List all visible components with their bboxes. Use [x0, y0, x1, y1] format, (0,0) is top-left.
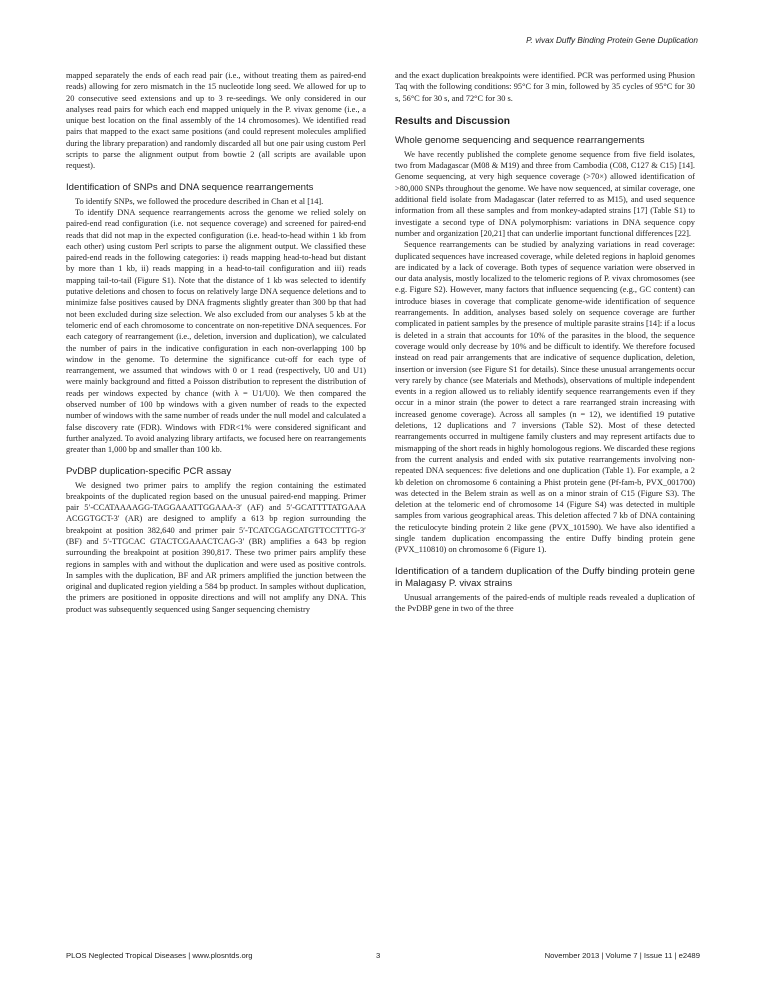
subsection-heading-wgs: Whole genome sequencing and sequence rearrangements: [395, 134, 645, 146]
paragraph: Unusual arrangements of the paired-ends of multiple reads revealed a duplication of the PvDBP gene in two of the three: [395, 592, 695, 613]
issue-info: November 2013 | Volume 7 | Issue 11 | e2489: [544, 951, 700, 960]
paragraph: We have recently published the complete genome sequence from five field isolates, two from Madagascar (M08 & M19) and three from Cambodia (C08, C127 & C15) [14]. Genome sequencing, at very high sequence coverage (>70×) allowed identification of >80,000 SNPs throughout the genome. We have now sequenced, at similar coverage, one additional field isolate from Madagascar (later referred to as M15), and used sequence information from all these samples and from monkey-adapted strains [17] (Table S1) to investigate a second type of DNA polymorphism: variations in DNA sequence copy number and organization [20,21] that can underlie important functional differences [22].: [395, 149, 695, 238]
left-column: [66, 70, 366, 615]
subsection-heading-duplication: Identification of a tandem duplication of the Duffy binding protein gene in Malagasy P. vivax strains: [395, 565, 695, 589]
section-heading-pcr: PvDBP duplication-specific PCR assay: [66, 465, 232, 477]
paragraph: To identify DNA sequence rearrangements across the genome we relied solely on paired-end read configuration (i.e. not sequence coverage) and screened for paired-end reads that did not map in the expected configuration (i.e. head-to-head within 1 kb from each other) using custom Perl scripts to parse the alignment output. We classified these paired-end reads in the following categories: i) reads mapping head-to-head but distant by more than 1 kb, ii) reads mapping in a head-to-tail configuration and iii) reads mapping tail-to-tail (Figure S1). Note that the distance of 1 kb was selected to identify putative deletions and chosen to focus on relatively large DNA sequence deletions and to minimize false positives caused by DNA fragments slightly greater than 300 bp that had not been excluded during size selection. We also excluded from our analyses 5 kb at the telomeric end of each chromosome to concentrate on non-repetitive DNA sequences. For each category of rearrangement (i.e., deletion, inversion and duplication), we calculated the number of pairs in the indicative configuration in each non-overlapping 100 bp window in the genome. To determine the significance cut-off for each type of rearrangement, we assumed that windows with 0 or 1 read (respectively, U0 and U1) were mainly background and fitted a Poisson distribution to represent the distribution of reads per windows expected by chance (with λ = U1/U0). We then compared the observed number of 100 bp windows with a given number of reads to the expected number of windows with the same number of reads under the null model and calculated a false discovery rate (FDR). Windows with FDR<1% were considered significant and further analyzed. To avoid analyzing library artifacts, we focused here on rearrangements greater than 1,000 bp and smaller than 100 kb.: [66, 207, 366, 455]
paragraph: We designed two primer pairs to amplify the region containing the estimated breakpoints of the duplicated region based on the unusual paired-end mapping. Primer pair 5′-CCATAAAAGG-TAGGAAATTGGAAA-3′ (AF) and 5′-GCATTTTATGAAA ACGGTGCT-3′ (AR) are designed to amplify a 613 bp region surrounding the breakpoint at position 382,640 and primer pair 5′-TCATCGAGCATGTTCCTTTG-3′ (BF) and 5′-TTGCAC GTACTCGAAACTCAG-3′ (BR) amplifies a 643 bp region surrounding the breakpoint at position 390,817. These two primer pairs amplify these regions in samples with and without the duplication and were used as positive controls. In samples with the duplication, BF and AR primers amplified the junction between the original and duplicated region yielding a 584 bp product. In samples without duplication, the primers are positioned in opposite directions and will not amplify any DNA. This product was subsequently sequenced using Sanger sequencing chemistry: [66, 480, 366, 614]
paragraph: and the exact duplication breakpoints were identified. PCR was performed using Phusion Taq with the following conditions: 95°C for 3 min, followed by 35 cycles of 95°C for 30 s, 56°C for 30 s, and 72°C for 30 s.: [395, 71, 695, 103]
paragraph: To identify SNPs, we followed the procedure described in Chan et al [14].: [75, 196, 324, 206]
section-heading-snps: Identification of SNPs and DNA sequence rearrangements: [66, 181, 314, 193]
paragraph: Sequence rearrangements can be studied by analyzing variations in read coverage: duplicated sequences have increased coverage, while deleted regions in haploid genomes are indicated by a lack of coverage. Both types of sequence variation were observed in our data analysis, mostly localized to the telomeric regions of P. vivax chromosomes (see e.g. Figure S2). However, many factors that influence sequencing (e.g., GC content) can introduce biases in coverage that complicate genome-wide identification of sequence rearrangements. In addition, analyses based solely on sequence coverage are further complicated in patient samples by the presence of multiple parasite strains [14]: if a locus is deleted in a strain that accounts for 10% of the parasites in the blood, the sequence coverage would only decrease by 10% and be difficult to identify. We therefore focused instead on read pair arrangements that are indicative of sequence duplication, deletion, insertion or inversion (see Figure S1 for details). Since these unusual arrangements occur very rarely by chance (see Materials and Methods), observations of multiple independent events in a region allowed us to reliably identify sequence rearrangements even if they occur in a minor strain (the power to detect a rare rearranged strain increasing with increased genome coverage). Across all samples (n = 12), we identified 19 putative deletions, 12 duplications and 7 inversions (Table S2). Most of these detected rearrangements occurred in multigene family clusters and may represent artifacts due to mismapping of the short reads in highly homologous regions. We discarded these regions from the current analysis and ended with six putative rearrangements involving non-repeated DNA sequences: five deletions and one duplication (Table 1). For example, a 2 kb deletion on chromosome 6 containing a Phist protein gene (Pf-fam-b, PVX_001700) was detected in the Belem strain as well as on a minor strain of C15 (Figure S3). The deletion at the telomeric end of chromosome 14 (Figure S4) was detected in multiple samples from various geographical areas. This deletion affected 7 kb of DNA containing the reticulocyte binding protein 2 like gene (PVX_101590). We have also identified a single tandem duplication encompassing the entire Duffy binding protein gene (PVX_110810) on chromosome 6 (Figure 1).: [395, 240, 696, 555]
section-heading-results: Results and Discussion: [395, 115, 510, 127]
right-column: [395, 70, 695, 614]
page-number: 3: [376, 951, 381, 960]
journal-info: PLOS Neglected Tropical Diseases | www.plosntds.org: [66, 951, 253, 960]
running-title: P. vivax Duffy Binding Protein Gene Duplication: [526, 36, 698, 45]
paragraph: mapped separately the ends of each read pair (i.e., without treating them as paired-end reads) allowing for zero mismatch in the 15 nucleotide long seed. We allowed for up to 20 consecutive seed extensions and up to 3 re-seedings. We only considered in our analyses read pairs for which each end mapped uniquely in the P. vivax genome (i.e., a unique best location on the final assembly of the 14 chromosomes). We identified read pairs that mapped to the exact same positions (and could represent molecules amplified during the library preparation) and randomly discarded all but one pair using custom Perl scripts to parse the alignment output from bowtie 2 (all scripts are available upon request).: [66, 71, 366, 171]
